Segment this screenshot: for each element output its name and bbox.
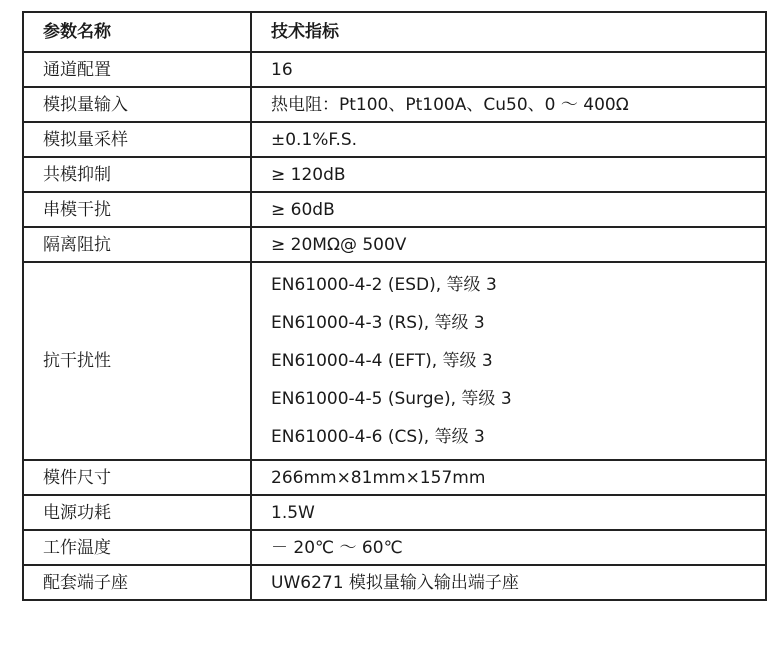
param-name: 工作温度 [23, 530, 251, 565]
table-row [23, 495, 766, 530]
spec-table [22, 11, 767, 601]
param-value: ≥ 60dB [251, 192, 766, 227]
param-value: 16 [251, 52, 766, 87]
table-row [23, 530, 766, 565]
param-name: 通道配置 [23, 52, 251, 87]
param-name: 电源功耗 [23, 495, 251, 530]
param-value: EN61000-4-5 (Surge), 等级 3 [271, 389, 512, 409]
param-value: EN61000-4-4 (EFT), 等级 3 [271, 351, 493, 371]
param-value: － 20℃ ～ 60℃ [251, 530, 766, 565]
param-name: 共模抑制 [23, 157, 251, 192]
table-row [23, 262, 766, 460]
param-name: 隔离阻抗 [23, 227, 251, 262]
param-name: 模拟量输入 [23, 87, 251, 122]
table-row [23, 565, 766, 600]
param-value: ±0.1%F.S. [251, 122, 766, 157]
table-row [23, 122, 766, 157]
param-value: 1.5W [251, 495, 766, 530]
param-name: 配套端子座 [23, 565, 251, 600]
param-name: 模拟量采样 [23, 122, 251, 157]
param-value: UW6271 模拟量输入输出端子座 [251, 565, 766, 600]
table-row [23, 52, 766, 87]
param-value: EN61000-4-3 (RS), 等级 3 [271, 313, 485, 333]
param-value: EN61000-4-6 (CS), 等级 3 [271, 427, 485, 447]
param-value: 热电阻：Pt100、Pt100A、Cu50、0 ～ 400Ω [251, 87, 766, 122]
param-value: EN61000-4-2 (ESD), 等级 3 [271, 275, 497, 295]
param-value: 266mm×81mm×157mm [251, 460, 766, 495]
param-value: ≥ 120dB [251, 157, 766, 192]
param-name: 抗干扰性 [23, 262, 251, 460]
header-spec: 技术指标 [251, 12, 766, 52]
table-row [23, 87, 766, 122]
table-row [23, 157, 766, 192]
param-name: 串模干扰 [23, 192, 251, 227]
table-row [23, 460, 766, 495]
param-value: ≥ 20MΩ@ 500V [251, 227, 766, 262]
header-param-name: 参数名称 [23, 12, 251, 52]
table-row [23, 192, 766, 227]
param-value-list [251, 262, 766, 460]
table-header-row [23, 12, 766, 52]
table-row [23, 227, 766, 262]
param-name: 模件尺寸 [23, 460, 251, 495]
